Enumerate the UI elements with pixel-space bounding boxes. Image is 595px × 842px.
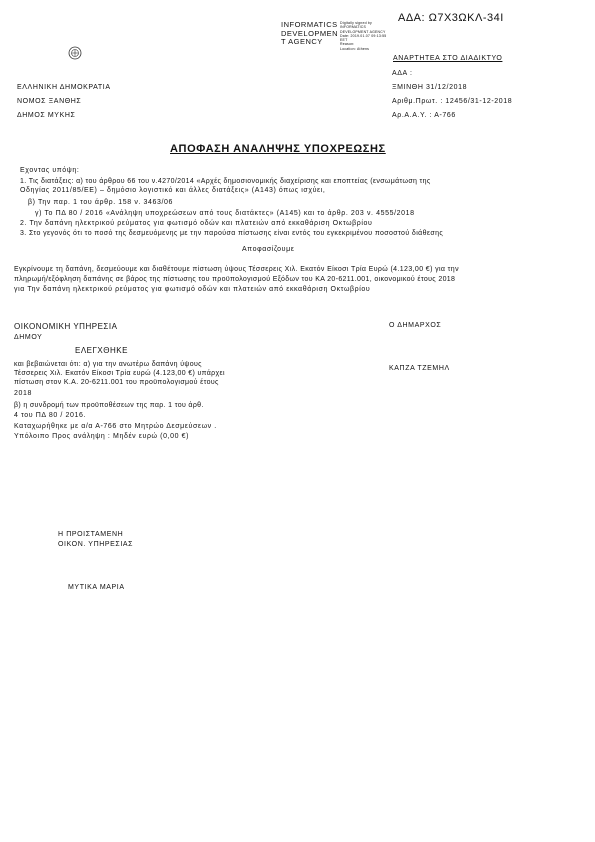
meta-aay: Αρ.Α.Α.Υ. : Α-766 <box>392 112 456 119</box>
agency-line: T AGENCY <box>281 37 323 46</box>
signature-details <box>340 21 386 51</box>
finance-line: Υπόλοιπο Προς ανάληψη : Μηδέν ευρώ (0,00 €) <box>14 433 190 440</box>
finance-line: 2018 <box>14 390 32 397</box>
mayor-title: Ο ΔΗΜΑΡΧΟΣ <box>389 322 442 329</box>
greek-emblem-icon <box>68 46 82 60</box>
signature-detail-line: Reason: <box>340 42 355 47</box>
considering-item3: 3. Στο γεγονός ότι το ποσό της δεσμευόμενης με την παρούσα πίστωσης είναι εντός του εγκεκριμένου ποσοστού διάθεσης <box>20 230 444 237</box>
meta-protocol: Αριθμ.Πρωτ. : 12456/31-12-2018 <box>392 98 513 105</box>
considering-item1-line1: 1. Τις διατάξεις: α) του άρθρου 66 του ν.4270/2014 «Αρχές δημοσιονομικής διαχείρισης και εποπτείας (ενσωμάτωση της <box>20 178 431 185</box>
finance-title: ΟΙΚΟΝΟΜΙΚΗ ΥΠΗΡΕΣΙΑ <box>14 322 118 331</box>
considering-item1-line2: Οδηγίας 2011/85/ΕΕ) – δημόσιο λογιστικό και άλλες διατάξεις» (Α143) όπως ισχύει, <box>20 187 326 194</box>
signature-detail-line: Date: 2019.01.07 09:13:55 <box>340 33 387 38</box>
document-title: ΑΠΟΦΑΣΗ ΑΝΑΛΗΨΗΣ ΥΠΟΧΡΕΩΣΗΣ <box>170 143 386 155</box>
finance-line: πίστωση στον Κ.Α. 20-6211.001 του προϋπολογισμού έτους <box>14 379 219 386</box>
org-prefecture: ΝΟΜΟΣ ΞΑΝΘΗΣ <box>17 98 82 105</box>
mayor-name: ΚΑΠΖΑ ΤΖΕΜΗΛ <box>389 365 450 372</box>
org-republic: ΕΛΛΗΝΙΚΗ ΔΗΜΟΚΡΑΤΙΑ <box>17 84 111 91</box>
meta-date: ΞΜΙΝΘΗ 31/12/2018 <box>392 84 468 91</box>
ada-top: ΑΔΑ: Ω7Χ3ΩΚΛ-34Ι <box>398 12 504 24</box>
finance-line: και βεβαιώνεται ότι: α) για την ανωτέρω δαπάνη ύψους <box>14 361 202 368</box>
finance-line: Καταχωρήθηκε με α/α Α-766 στο Μητρώο Δεσμεύσεων . <box>14 423 217 430</box>
agency-line: DEVELOPMEN <box>281 28 339 38</box>
signature-agency-text <box>281 21 338 47</box>
head-department: ΟΙΚΟΝ. ΥΠΗΡΕΣΙΑΣ <box>58 541 134 548</box>
decision-line2: πληρωμή/εξόφληση δαπάνης σε βάρος της πίστωσης του προϋπολογισμού Εξόδων του ΚΑ 20-6211.001, οικονομικού έτους 2018 <box>14 276 456 283</box>
head-name: ΜΥΤΙΚΑ ΜΑΡΙΑ <box>68 584 125 591</box>
signature-detail-line: Location: Athens <box>340 46 370 51</box>
signature-detail-line: EET <box>340 38 348 43</box>
finance-title-municipality: ΔΗΜΟΥ <box>14 334 43 341</box>
head-title: Η ΠΡΟΙΣΤΑΜΕΝΗ <box>58 531 124 538</box>
signature-detail-line: DEVELOPMENT AGENCY <box>340 29 386 34</box>
publish-note: ΑΝΑΡΤΗΤΕΑ ΣΤΟ ΔΙΑΔΙΚΤΥΟ <box>393 55 503 62</box>
decision-line1: Εγκρίνουμε τη δαπάνη, δεσμεύουμε και διαθέτουμε πίστωση ύψους Τέσσερεις Χιλ. Εκατόν Είκοσι Τρία Ευρώ (4.123,00 €) για την <box>14 266 459 273</box>
considering-item2: 2. Την δαπάνη ηλεκτρικού ρεύματος για φωτισμό οδών και πλατειών από εκκαθάριση Οκτωβρίου <box>20 220 373 227</box>
considering-item1-c: γ) Το ΠΔ 80 / 2016 «Ανάληψη υποχρεώσεων από τους διατάκτες» (Α145) και το άρθρ. 203 ν. 4555/2018 <box>35 210 415 217</box>
finance-line: β) η συνδρομή των προϋποθέσεων της παρ. 1 του άρθ. <box>14 402 204 409</box>
decide-heading: Αποφασίζουμε <box>242 246 295 253</box>
agency-line: INFORMATICS <box>281 20 338 29</box>
finance-line: Τέσσερεις Χιλ. Εκατόν Είκοσι Τρία ευρώ (4.123,00 €) υπάρχει <box>14 370 225 377</box>
finance-checked: ΕΛΕΓΧΘΗΚΕ <box>75 346 128 355</box>
meta-ada: ΑΔΑ : <box>392 70 413 77</box>
org-municipality: ΔΗΜΟΣ ΜΥΚΗΣ <box>17 112 76 119</box>
decision-line3: για Την δαπάνη ηλεκτρικού ρεύματος για φωτισμό οδών και πλατειών από εκκαθάριση Οκτωβρίου <box>14 286 371 293</box>
considering-intro: Εχοντας υπόψη: <box>20 167 80 174</box>
finance-line: 4 του ΠΔ 80 / 2016. <box>14 412 86 419</box>
signature-detail-line: INFORMATICS <box>340 25 367 30</box>
considering-item1-b: β) Την παρ. 1 του άρθρ. 158 ν. 3463/06 <box>28 199 174 206</box>
signature-detail-line: Digitally signed by <box>340 21 373 25</box>
